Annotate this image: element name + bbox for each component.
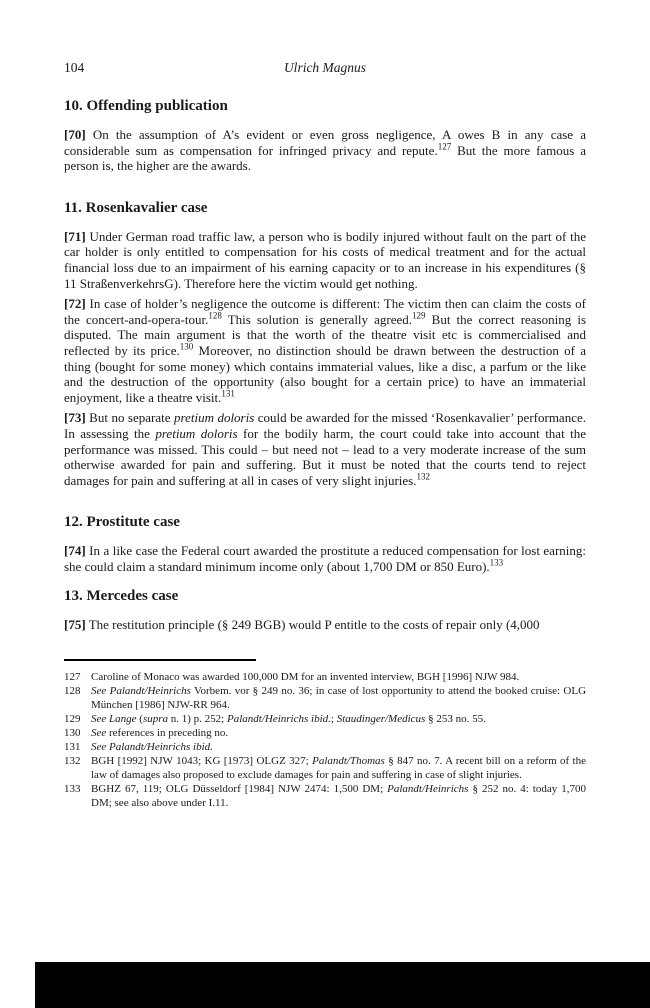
section-heading: 12. Prostitute case	[64, 514, 180, 531]
italic-run: Lange	[109, 713, 137, 726]
footnote-text	[91, 726, 586, 740]
footnote-text	[91, 670, 586, 684]
text-run: But the correct reasoning is disputed. The main argument is that the worth of the theatre visit etc is commercialised and reflected by its price.	[64, 311, 586, 358]
footnote-number: 131	[64, 741, 81, 754]
text-run: On the assumption of A’s evident or even gross negligence, A owes B in any case a considerable sum as compensation for infringed privacy and repute.	[64, 127, 586, 158]
footnote-text	[91, 740, 586, 754]
footnote-ref: 133	[489, 557, 504, 568]
footnote-ref: 128	[208, 310, 222, 321]
paragraph-number: [75]	[64, 617, 86, 633]
paragraph-number: [74]	[64, 543, 86, 559]
footnote-text	[91, 782, 586, 810]
text-run: This solution is generally agreed.	[221, 311, 413, 327]
section-heading: 13. Mercedes case	[64, 588, 179, 605]
text-run: references in preceding no.	[106, 727, 229, 740]
text-run: § 253 no. 55.	[425, 713, 486, 726]
paragraph-number: [73]	[64, 410, 86, 426]
footnote	[64, 684, 586, 712]
text-run: Under German road traffic law, a person who is bodily injured without fault on the part of the car holder is only entitled to compensation for his costs of medical treatment and for the actual financial loss due to an impairment of his earning capacity or to an increase in his expenditures (§ 11 StraßenverkehrsG). Therefore here the victim would get nothing.	[64, 228, 587, 291]
footnote-number: 132	[64, 755, 81, 768]
paragraph-number: [71]	[64, 228, 86, 244]
paragraph	[64, 229, 586, 291]
paragraph-number: [72]	[64, 296, 86, 312]
footnote	[64, 726, 586, 740]
running-head: Ulrich Magnus	[283, 60, 367, 75]
italic-run: Staudinger/Medicus	[336, 713, 426, 726]
footnote-text	[91, 754, 586, 782]
italic-run: See	[91, 741, 107, 754]
section-heading: 11. Rosenkavalier case	[64, 199, 208, 216]
italic-run: Palandt/Thomas	[312, 755, 385, 768]
italic-run: pretium doloris	[174, 410, 255, 426]
footnote-number: 127	[64, 671, 81, 684]
footnote	[64, 740, 586, 754]
italic-run: Palandt/Heinrichs	[226, 713, 309, 726]
italic-run: See	[91, 713, 107, 726]
text-run: n. 1) p. 252;	[168, 713, 227, 726]
paragraph	[64, 127, 586, 174]
text-run: § 252 no. 4: today 1,700 DM; see also above under I.11.	[91, 783, 586, 810]
text-run: § 847 no. 7. A recent bill on a reform of the law of damages also proposed to exclude damages for pain and suffering in case of slight injuries.	[91, 755, 586, 782]
text-run: could be awarded for the missed ‘Rosenkavalier’ performance. In assessing the	[64, 410, 586, 441]
paragraph-number: [70]	[64, 127, 86, 142]
italic-run: Palandt/Heinrichs	[109, 685, 191, 698]
italic-run: supra	[142, 713, 168, 726]
footnote-text	[91, 684, 586, 712]
text-run: BGHZ 67, 119; OLG Düsseldorf [1984] NJW 2474: 1,500 DM;	[91, 783, 388, 796]
paragraph	[64, 543, 586, 574]
footnote	[64, 670, 586, 684]
text-run: But no separate	[89, 410, 174, 426]
page-number: 104	[64, 60, 85, 75]
text-run: Vorbem. vor § 249 no. 36; in case of lost opportunity to attend the booked cruise: OLG München [1986] NJW-RR 964.	[91, 685, 587, 712]
italic-run: Palandt/Heinrichs	[109, 741, 191, 754]
italic-run: See	[91, 685, 107, 698]
text-run: BGH [1992] NJW 1043; KG [1973] OLGZ 327;	[91, 755, 313, 768]
footnote-ref: 129	[412, 310, 426, 321]
italic-run: ibid.	[193, 741, 213, 754]
text-run: for the bodily harm, the court could take into account that the performance was missed. This could – but need not – lead to a very moderate increase of the sum otherwise awarded for pain and suffering. But it must be noted that the courts tend to reject damages for pain and suffering at all in cases of very slight injuries.	[64, 425, 586, 488]
italic-run: pretium doloris	[155, 425, 238, 441]
italic-run: ibid.	[311, 713, 331, 726]
text-run: In a like case the Federal court awarded the prostitute a reduced compensation for lost earning: she could claim a standard minimum income only (about 1,700 DM or 850 Euro).	[64, 543, 587, 574]
footnotes-list	[64, 670, 586, 810]
paragraph	[64, 296, 586, 405]
text-run: But the more famous a person is, the higher are the awards.	[64, 142, 586, 174]
paragraph	[64, 617, 586, 633]
footnotes-section	[64, 659, 586, 810]
footnote-ref: 127	[437, 141, 452, 152]
footnote-text	[91, 712, 586, 726]
scan-artifact-black-bar	[35, 962, 650, 1008]
italic-run: See	[91, 727, 107, 740]
footnote-ref: 130	[179, 341, 194, 352]
page-header	[64, 60, 586, 76]
footnote-separator-rule	[64, 659, 256, 661]
footnote-number: 130	[64, 727, 81, 740]
italic-run: Palandt/Heinrichs	[387, 783, 469, 796]
paragraph	[64, 410, 586, 488]
text-run: Caroline of Monaco was awarded 100,000 DM for an invented interview, BGH [1996] NJW 984.	[91, 671, 520, 684]
page-body	[64, 98, 586, 633]
footnote-ref: 131	[221, 388, 235, 399]
text-run: ;	[330, 713, 337, 726]
text-run: The restitution principle (§ 249 BGB) would P entitle to the costs of repair only (4,000	[88, 617, 540, 633]
section-heading: 10. Offending publication	[64, 98, 228, 114]
text-run: In case of holder’s negligence the outcome is different: The victim then can claim the costs of the concert-and-opera-tour.	[64, 296, 587, 327]
footnote-number: 129	[64, 713, 81, 726]
footnote	[64, 782, 586, 810]
text-run: (	[136, 713, 143, 726]
footnote-number: 128	[64, 685, 81, 698]
footnote	[64, 712, 586, 726]
footnote-number: 133	[64, 783, 81, 796]
text-run: Moreover, no distinction should be drawn between the destruction of a thing (bought for some money) which contains immaterial values, like a disc, a parfum or the like and the destruction of the opportunity (also bought for a certain price) to have an immaterial enjoyment, like a theatre visit.	[64, 342, 586, 405]
footnote	[64, 754, 586, 782]
footnote-ref: 132	[416, 471, 430, 482]
